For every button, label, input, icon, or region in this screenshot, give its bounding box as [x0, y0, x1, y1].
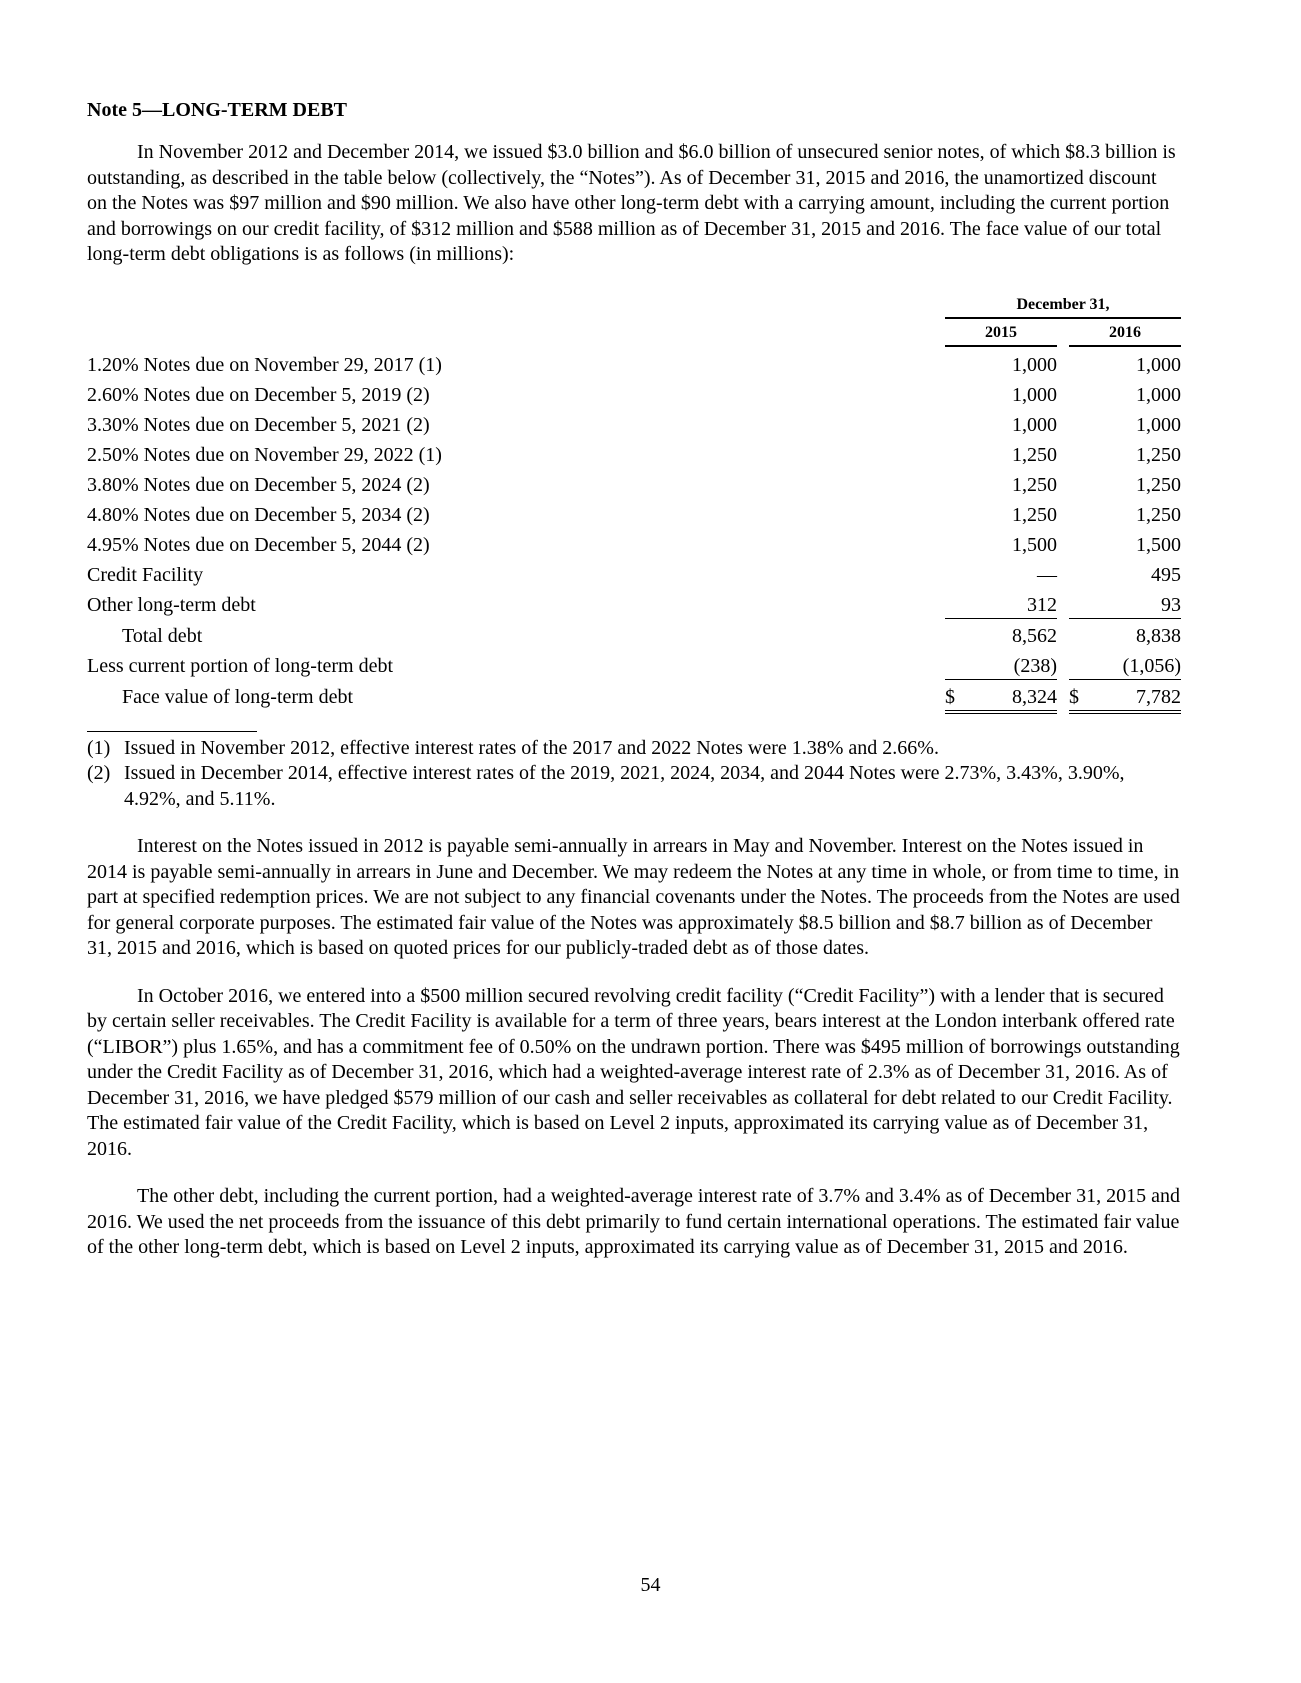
- value-2016: 7,782: [1136, 685, 1181, 708]
- value-2015: 1,250: [1012, 443, 1057, 466]
- value-2015: 1,250: [1012, 503, 1057, 526]
- value-2015: 1,000: [1012, 353, 1057, 376]
- table-header-december-31: December 31,: [945, 295, 1181, 319]
- value-2016: 1,000: [1136, 353, 1181, 376]
- row-label: Credit Facility: [87, 563, 204, 586]
- footnote-mark: (1): [87, 736, 111, 759]
- table-row: [87, 560, 1181, 590]
- value-2016: 1,250: [1136, 443, 1181, 466]
- table-row: [87, 530, 1181, 560]
- column-header-2015: 2015: [945, 323, 1057, 347]
- row-label: 3.80% Notes due on December 5, 2024 (2): [87, 473, 430, 496]
- intro-paragraph: In November 2012 and December 2014, we issued $3.0 billion and $6.0 billion of unsecured senior notes, of which $8.3 billion is outstanding, as described in the table below (collectively, the “Notes”). As of December 31, 2015 and 2016, the unamortized discount on the Notes was $97 million and $90 million. We also have other long-term debt with a carrying amount, including the current portion and borrowings on our credit facility, of $312 million and $588 million as of December 31, 2015 and 2016. The face value of our total long-term debt obligations is as follows (in millions):: [87, 141, 1176, 265]
- note-title: Note 5—LONG-TERM DEBT: [87, 99, 347, 121]
- table-row: [87, 470, 1181, 500]
- value-2016: 93: [1161, 593, 1181, 616]
- footnote-1: [87, 736, 1181, 762]
- currency-symbol: $: [945, 685, 955, 708]
- value-2016: 1,250: [1136, 503, 1181, 526]
- row-label: 3.30% Notes due on December 5, 2021 (2): [87, 413, 430, 436]
- value-2016: 8,838: [1136, 624, 1181, 647]
- value-2016: 495: [1151, 563, 1181, 586]
- footnote-text: Issued in November 2012, effective interest rates of the 2017 and 2022 Notes were 1.38% and 2.66%.: [124, 736, 939, 759]
- column-header-2016: 2016: [1069, 323, 1181, 347]
- footnote-2: [87, 761, 1181, 812]
- credit-facility-paragraph: In October 2016, we entered into a $500 million secured revolving credit facility (“Credit Facility”) with a lender that is secured by certain seller receivables. The Credit Facility is available for a term of three years, bears interest at the London interbank offered rate (“LIBOR”) plus 1.65%, and has a commitment fee of 0.50% on the undrawn portion. There was $495 million of borrowings outstanding under the Credit Facility as of December 31, 2016, which had a weighted-average interest rate of 2.3% as of December 31, 2016. As of December 31, 2016, we have pledged $579 million of our cash and seller receivables as collateral for debt related to our Credit Facility. The estimated fair value of the Credit Facility, which is based on Level 2 inputs, approximated its carrying value as of December 31, 2016.: [87, 984, 1180, 1160]
- table-row: [87, 590, 1181, 620]
- row-label: 2.60% Notes due on December 5, 2019 (2): [87, 383, 430, 406]
- row-label: 1.20% Notes due on November 29, 2017 (1): [87, 353, 442, 376]
- table-row-face-value: [87, 682, 1181, 712]
- document-page: [87, 98, 1181, 1261]
- value-2015: —: [1037, 563, 1057, 586]
- table-row: [87, 651, 1181, 681]
- row-label: 2.50% Notes due on November 29, 2022 (1): [87, 443, 442, 466]
- table-row-total: [87, 621, 1181, 651]
- debt-table: [87, 295, 1181, 725]
- value-2016: 1,000: [1136, 413, 1181, 436]
- value-2016: 1,250: [1136, 473, 1181, 496]
- page-number: 54: [640, 1574, 661, 1596]
- row-label: 4.80% Notes due on December 5, 2034 (2): [87, 503, 430, 526]
- interest-paragraph: Interest on the Notes issued in 2012 is payable semi-annually in arrears in May and November. Interest on the Notes issued in 2014 is payable semi-annually in arrears in June and December. We may redeem the Notes at any time in whole, or from time to time, in part at specified redemption prices. We are not subject to any financial covenants under the Notes. The proceeds from the Notes are used for general corporate purposes. The estimated fair value of the Notes was approximately $8.5 billion and $8.7 billion as of December 31, 2015 and 2016, which is based on quoted prices for our publicly-traded debt as of those dates.: [87, 835, 1180, 959]
- other-debt-paragraph: The other debt, including the current portion, had a weighted-average interest rate of 3.7% and 3.4% as of December 31, 2015 and 2016. We used the net proceeds from the issuance of this debt primarily to fund certain international operations. The estimated fair value of the other long-term debt, which is based on Level 2 inputs, approximated its carrying value as of December 31, 2015 and 2016.: [87, 1185, 1180, 1258]
- value-2015: (238): [1013, 654, 1057, 677]
- footnote-divider: [87, 731, 257, 732]
- row-label: Face value of long-term debt: [122, 685, 354, 708]
- table-row: [87, 380, 1181, 410]
- row-label: 4.95% Notes due on December 5, 2044 (2): [87, 533, 430, 556]
- value-2015: 1,000: [1012, 383, 1057, 406]
- footnote-text: Issued in December 2014, effective interest rates of the 2019, 2021, 2024, 2034, and 2044 Notes were 2.73%, 3.43%, 3.90%, 4.92%, and 5.11%.: [124, 762, 1125, 810]
- table-row: [87, 350, 1181, 380]
- table-row: [87, 440, 1181, 470]
- value-2016: (1,056): [1122, 654, 1181, 677]
- value-2016: 1,000: [1136, 383, 1181, 406]
- value-2016: 1,500: [1136, 533, 1181, 556]
- value-2015: 1,000: [1012, 413, 1057, 436]
- value-2015: 1,250: [1012, 473, 1057, 496]
- footnote-mark: (2): [87, 762, 111, 784]
- row-label: Less current portion of long-term debt: [87, 654, 394, 677]
- value-2015: 312: [1027, 593, 1057, 616]
- row-label: Other long-term debt: [87, 593, 256, 616]
- value-2015: 8,562: [1012, 624, 1057, 647]
- value-2015: 8,324: [1012, 685, 1057, 708]
- row-label: Total debt: [122, 624, 203, 647]
- table-row: [87, 500, 1181, 530]
- currency-symbol: $: [1069, 685, 1079, 708]
- table-row: [87, 410, 1181, 440]
- value-2015: 1,500: [1012, 533, 1057, 556]
